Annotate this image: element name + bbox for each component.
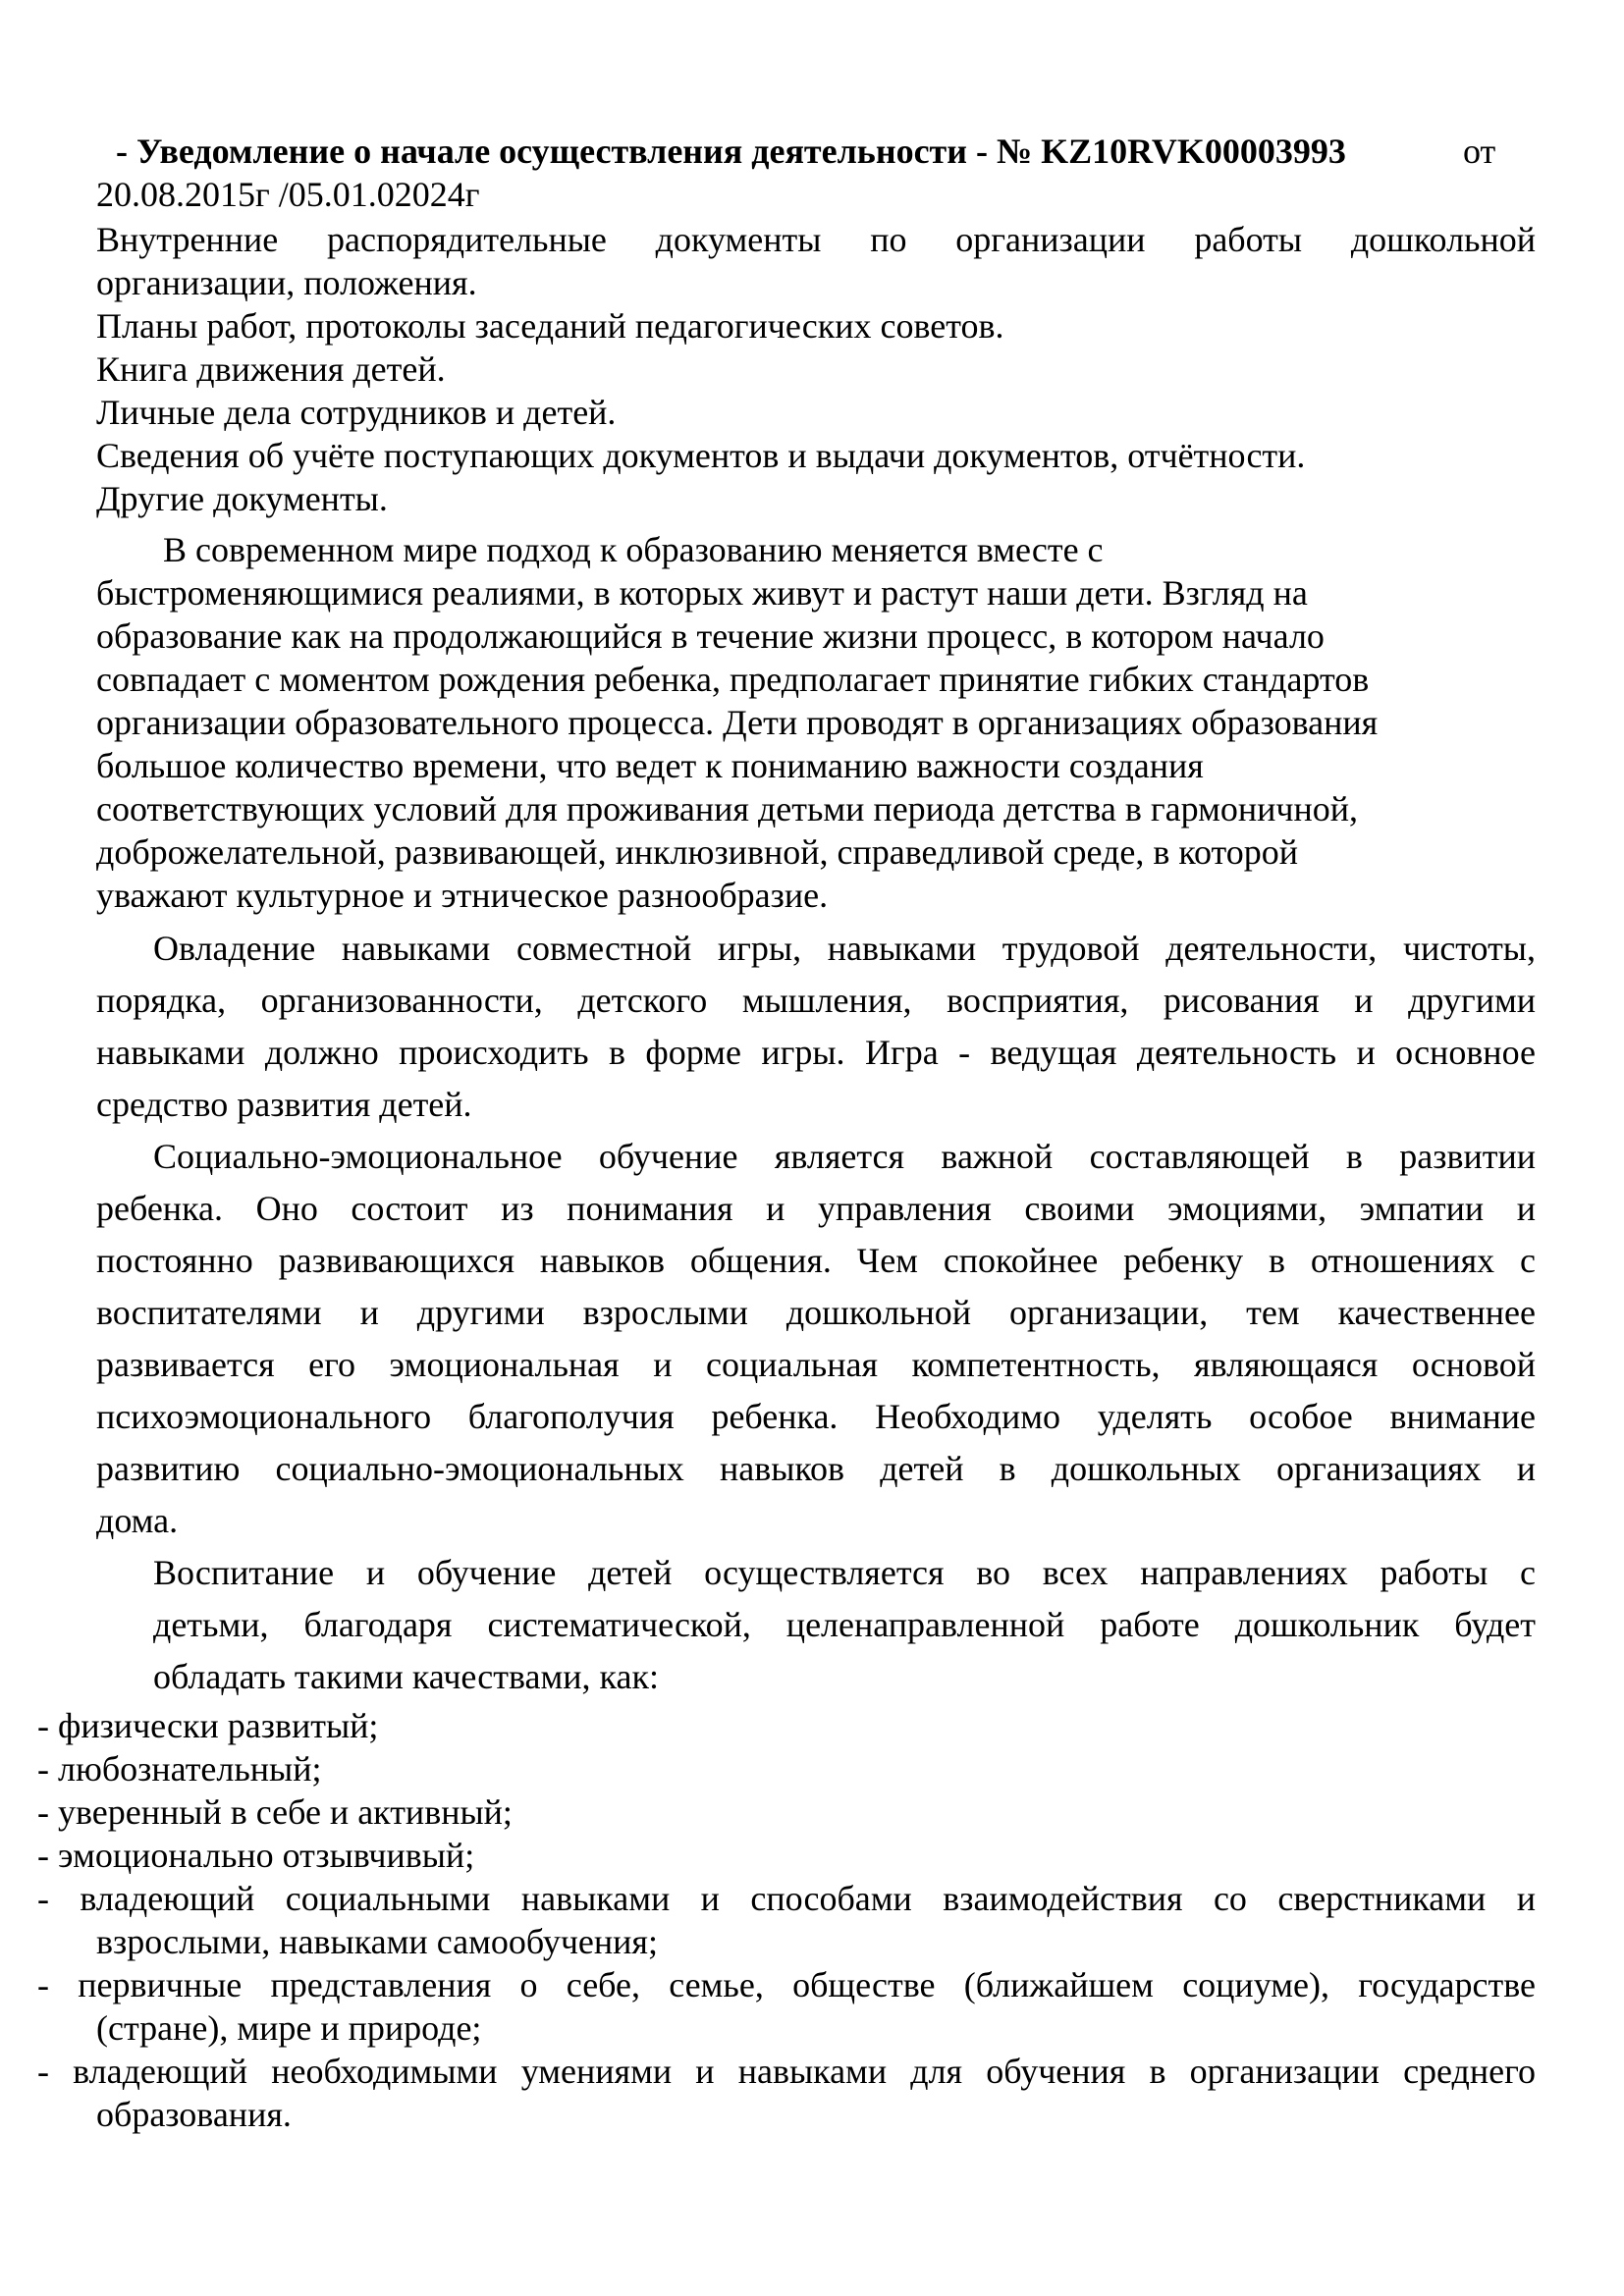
paragraph-1-line: образование как на продолжающийся в течение жизни процесс, в котором начало	[96, 616, 1325, 656]
quality-item: - владеющий социальными навыками и способами взаимодействия со сверстниками и	[37, 1879, 1536, 1918]
paragraph-3-line: постоянно развивающихся навыков общения. Чем спокойнее ребенку в отношениях с	[96, 1241, 1536, 1280]
notice-dates: 20.08.2015г /05.01.02024г	[96, 175, 480, 214]
paragraph-1-line: соответствующих условий для проживания детьми периода детства в гармоничной,	[96, 789, 1359, 828]
quality-item-continuation: взрослыми, навыками самообучения;	[96, 1922, 658, 1961]
paragraph-1-line: уважают культурное и этническое разнообразие.	[96, 876, 829, 915]
quality-item-continuation: образования.	[96, 2095, 292, 2134]
documents-line: Внутренние распорядительные документы по организации работы дошкольной	[96, 220, 1536, 259]
documents-line: организации, положения.	[96, 263, 477, 302]
paragraph-4-line: детьми, благодаря систематической, целенаправленной работе дошкольник будет	[153, 1605, 1536, 1644]
quality-item: - первичные представления о себе, семье, обществе (ближайшем социуме), государстве	[37, 1965, 1536, 2004]
documents-line: Другие документы.	[96, 479, 388, 518]
paragraph-3-line: развивается его эмоциональная и социальная компетентность, являющаяся основой	[96, 1345, 1536, 1384]
documents-line: Личные дела сотрудников и детей.	[96, 393, 617, 432]
documents-line: Сведения об учёте поступающих документов и выдачи документов, отчётности.	[96, 436, 1306, 475]
documents-line: Книга движения детей.	[96, 349, 446, 389]
quality-item: - любознательный;	[37, 1749, 322, 1789]
paragraph-1-line: В современном мире подход к образованию меняется вместе с	[163, 530, 1104, 569]
paragraph-3-line: дома.	[96, 1501, 179, 1540]
notice-title: - Уведомление о начале осуществления деятельности - № KZ10RVK00003993	[116, 132, 1346, 171]
paragraph-3-line: ребенка. Оно состоит из понимания и управления своими эмоциями, эмпатии и	[96, 1189, 1536, 1228]
paragraph-1-line: доброжелательной, развивающей, инклюзивной, справедливой среде, в которой	[96, 832, 1299, 872]
paragraph-1-line: организации образовательного процесса. Дети проводят в организациях образования	[96, 703, 1379, 742]
paragraph-2-line: Овладение навыками совместной игры, навыками трудовой деятельности, чистоты,	[153, 929, 1536, 968]
paragraph-1-line: большое количество времени, что ведет к пониманию важности создания	[96, 746, 1204, 785]
paragraph-2-line: навыками должно происходить в форме игры. Игра - ведущая деятельность и основное	[96, 1033, 1536, 1072]
paragraph-3-line: психоэмоционального благополучия ребенка. Необходимо уделять особое внимание	[96, 1397, 1536, 1436]
quality-item: - эмоционально отзывчивый;	[37, 1836, 475, 1875]
quality-item-continuation: (стране), мире и природе;	[96, 2008, 482, 2048]
notice-from: от	[1463, 132, 1496, 171]
quality-item: - уверенный в себе и активный;	[37, 1792, 513, 1832]
paragraph-1-line: быстроменяющимися реалиями, в которых живут и растут наши дети. Взгляд на	[96, 573, 1308, 613]
quality-item: - владеющий необходимыми умениями и навыками для обучения в организации среднего	[37, 2052, 1536, 2091]
paragraph-4-line: обладать такими качествами, как:	[153, 1657, 659, 1696]
paragraph-2-line: средство развития детей.	[96, 1085, 472, 1124]
paragraph-3-line: развитию социально-эмоциональных навыков детей в дошкольных организациях и	[96, 1449, 1536, 1488]
paragraph-3-line: Социально-эмоциональное обучение является важной составляющей в развитии	[153, 1137, 1536, 1176]
paragraph-3-line: воспитателями и другими взрослыми дошкольной организации, тем качественнее	[96, 1293, 1536, 1332]
documents-line: Планы работ, протоколы заседаний педагогических советов.	[96, 306, 1004, 346]
quality-item: - физически развитый;	[37, 1706, 379, 1745]
paragraph-4-line: Воспитание и обучение детей осуществляется во всех направлениях работы с	[153, 1553, 1536, 1592]
paragraph-1-line: совпадает с моментом рождения ребенка, предполагает принятие гибких стандартов	[96, 660, 1370, 699]
paragraph-2-line: порядка, организованности, детского мышления, восприятия, рисования и другими	[96, 981, 1536, 1020]
